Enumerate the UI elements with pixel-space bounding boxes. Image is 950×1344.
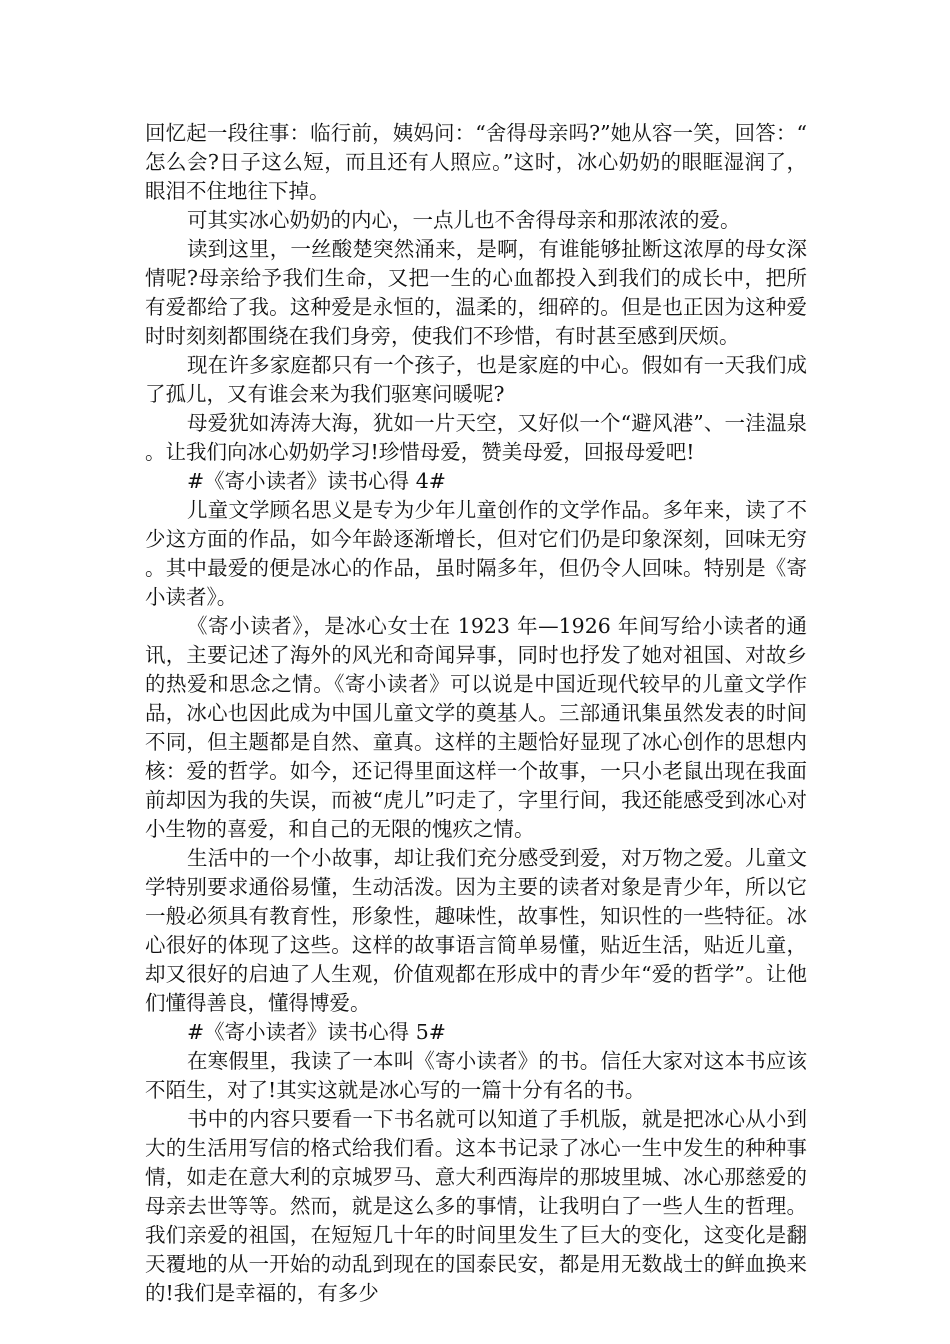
document-body — [145, 119, 807, 1308]
paragraph-5: 母爱犹如涛涛大海，犹如一片天空，又好似一个“避风港”、一洼温泉。让我们向冰心奶奶学习!珍惜母爱，赞美母爱，回报母爱吧! — [145, 411, 807, 464]
paragraph-4: 现在许多家庭都只有一个孩子，也是家庭的中心。假如有一天我们成了孤儿，又有谁会来为我们驱寒问暖呢? — [145, 353, 807, 406]
paragraph-2: 可其实冰心奶奶的内心，一点儿也不舍得母亲和那浓浓的爱。 — [187, 208, 741, 232]
section-heading-4: #《寄小读者》读书心得 4# — [187, 469, 446, 493]
paragraph-3: 读到这里，一丝酸楚突然涌来，是啊，有谁能够扯断这浓厚的母女深情呢?母亲给予我们生命，又把一生的心血都投入到我们的成长中，把所有爱都给了我。这种爱是永恒的，温柔的，细碎的。但是也正因为这种爱时时刻刻都围绕在我们身旁，使我们不珍惜，有时甚至感到厌烦。 — [145, 237, 807, 348]
paragraph-6: 儿童文学顾名思义是专为少年儿童创作的文学作品。多年来，读了不少这方面的作品，如今年龄逐渐增长，但对它们仍是印象深刻，回味无穷。其中最爱的便是冰心的作品，虽时隔多年，但仍令人回味。特别是《寄小读者》。 — [145, 498, 807, 609]
paragraph-9: 在寒假里，我读了一本叫《寄小读者》的书。信任大家对这本书应该不陌生，对了!其实这就是冰心写的一篇十分有名的书。 — [145, 1049, 807, 1102]
paragraph-1: 回忆起一段往事：临行前，姨妈问：“舍得母亲吗?”她从容一笑，回答：“怎么会?日子这么短，而且还有人照应。”这时，冰心奶奶的眼眶湿润了，眼泪不住地往下掉。 — [145, 121, 807, 203]
paragraph-8: 生活中的一个小故事，却让我们充分感受到爱，对万物之爱。儿童文学特别要求通俗易懂，生动活泼。因为主要的读者对象是青少年，所以它一般必须具有教育性，形象性，趣味性，故事性，知识性的一些特征。冰心很好的体现了这些。这样的故事语言简单易懂，贴近生活，贴近儿童，却又很好的启迪了人生观，价值观都在形成中的青少年“爱的哲学”。让他们懂得善良，懂得博爱。 — [145, 846, 807, 1015]
paragraph-10: 书中的内容只要看一下书名就可以知道了手机版，就是把冰心从小到大的生活用写信的格式给我们看。这本书记录了冰心一生中发生的种种事情，如走在意大利的京城罗马、意大利西海岸的那坡里城、冰心那慈爱的母亲去世等等。然而，就是这么多的事情，让我明白了一些人生的哲理。我们亲爱的祖国，在短短几十年的时间里发生了巨大的变化，这变化是翻天覆地的从一开始的动乱到现在的国泰民安，都是用无数战士的鲜血换来的!我们是幸福的，有多少 — [145, 1107, 807, 1305]
paragraph-7: 《寄小读者》，是冰心女士在 1923 年—1926 年间写给小读者的通讯，主要记述了海外的风光和奇闻异事，同时也抒发了她对祖国、对故乡的热爱和思念之情。《寄小读者》可以说是中国近现代较早的儿童文学作品，冰心也因此成为中国儿童文学的奠基人。三部通讯集虽然发表的时间不同，但主题都是自然、童真。这样的主题恰好显现了冰心创作的思想内核：爱的哲学。如今，还记得里面这样一个故事，一只小老鼠出现在我面前却因为我的失误，而被“虎儿”叼走了，字里行间，我还能感受到冰心对小生物的喜爱，和自己的无限的愧疚之情。 — [145, 614, 807, 841]
section-heading-5: #《寄小读者》读书心得 5# — [187, 1020, 446, 1044]
